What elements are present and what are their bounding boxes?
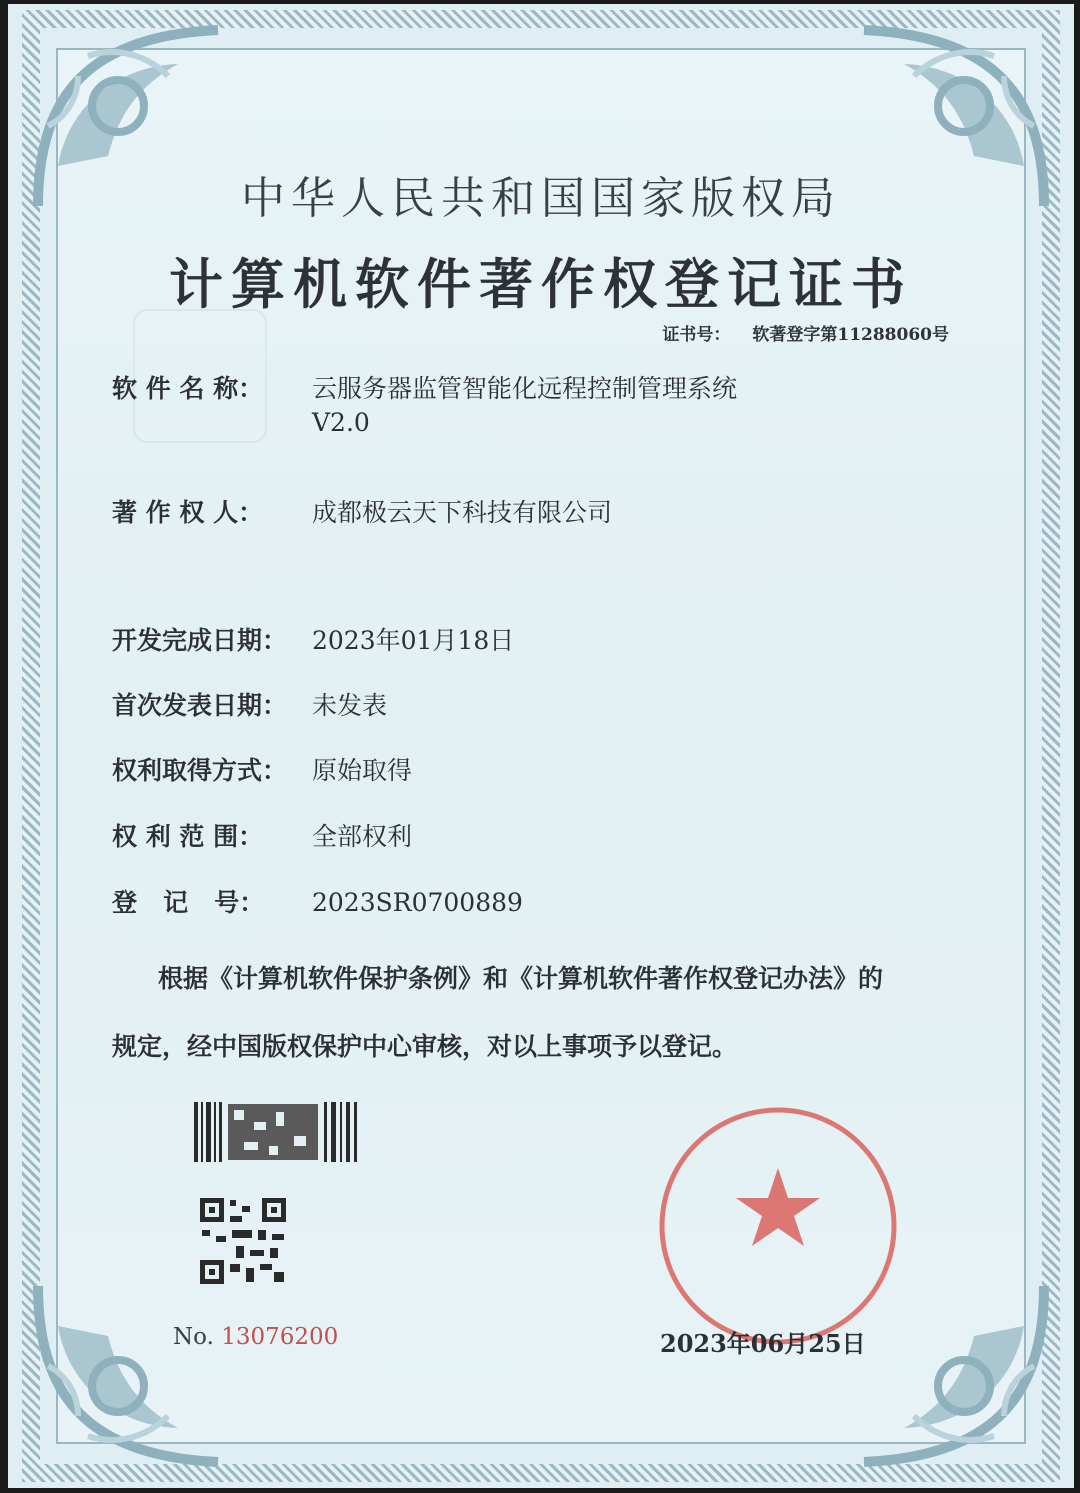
- issue-date: 2023年06月25日: [660, 1329, 866, 1358]
- dev-date-label: 开发完成日期：: [112, 626, 288, 655]
- field-dev-date: [112, 624, 514, 658]
- certificate-number-value: 软著登字第11288060号: [752, 325, 949, 345]
- acquire-value: 原始取得: [312, 756, 413, 785]
- owner-label: 著 作 权 人：: [112, 498, 264, 527]
- software-name-line1: 云服务器监管智能化远程控制管理系统: [312, 374, 738, 403]
- certificate-title: 计算机软件著作权登记证书: [169, 252, 913, 316]
- issuer-title: 中华人民共和国国家版权局: [241, 173, 841, 224]
- statement-line1: 根据《计算机软件保护条例》和《计算机软件著作权登记办法》的: [158, 964, 884, 993]
- certificate-number: [662, 320, 949, 345]
- field-acquire: [112, 754, 412, 788]
- qr-code-icon: [200, 1198, 286, 1284]
- ornament-corner-icon: [28, 1276, 258, 1476]
- publish-date-value: 未发表: [312, 691, 388, 720]
- reg-no-label: 登 记 号：: [112, 888, 265, 917]
- serial-number-value: 13076200: [221, 1324, 339, 1350]
- field-owner: [112, 496, 612, 530]
- scope-value: 全部权利: [312, 822, 413, 851]
- serial-number: [173, 1324, 338, 1350]
- acquire-label: 权利取得方式：: [112, 756, 288, 785]
- serial-prefix: No.: [173, 1324, 214, 1350]
- field-publish-date: [112, 689, 387, 723]
- barcode-icon: [194, 1102, 360, 1162]
- statement-line2: 规定，经中国版权保护中心审核，对以上事项予以登记。: [112, 1032, 738, 1061]
- field-reg-no: [112, 886, 523, 920]
- certificate-sheet: [8, 4, 1074, 1488]
- field-scope: [112, 820, 412, 854]
- field-software-name: [112, 372, 737, 440]
- software-name-line2: V2.0: [312, 408, 370, 437]
- software-name-label: 软 件 名 称：: [112, 374, 264, 403]
- certificate-number-label: 证书号：: [662, 325, 731, 345]
- dev-date-value: 2023年01月18日: [312, 626, 515, 655]
- official-seal-icon: [648, 1096, 908, 1356]
- scope-label: 权 利 范 围：: [112, 822, 264, 851]
- owner-value: 成都极云天下科技有限公司: [312, 498, 613, 527]
- reg-no-value: 2023SR0700889: [312, 888, 523, 917]
- software-name-value: [312, 372, 737, 440]
- publish-date-label: 首次发表日期：: [112, 691, 288, 720]
